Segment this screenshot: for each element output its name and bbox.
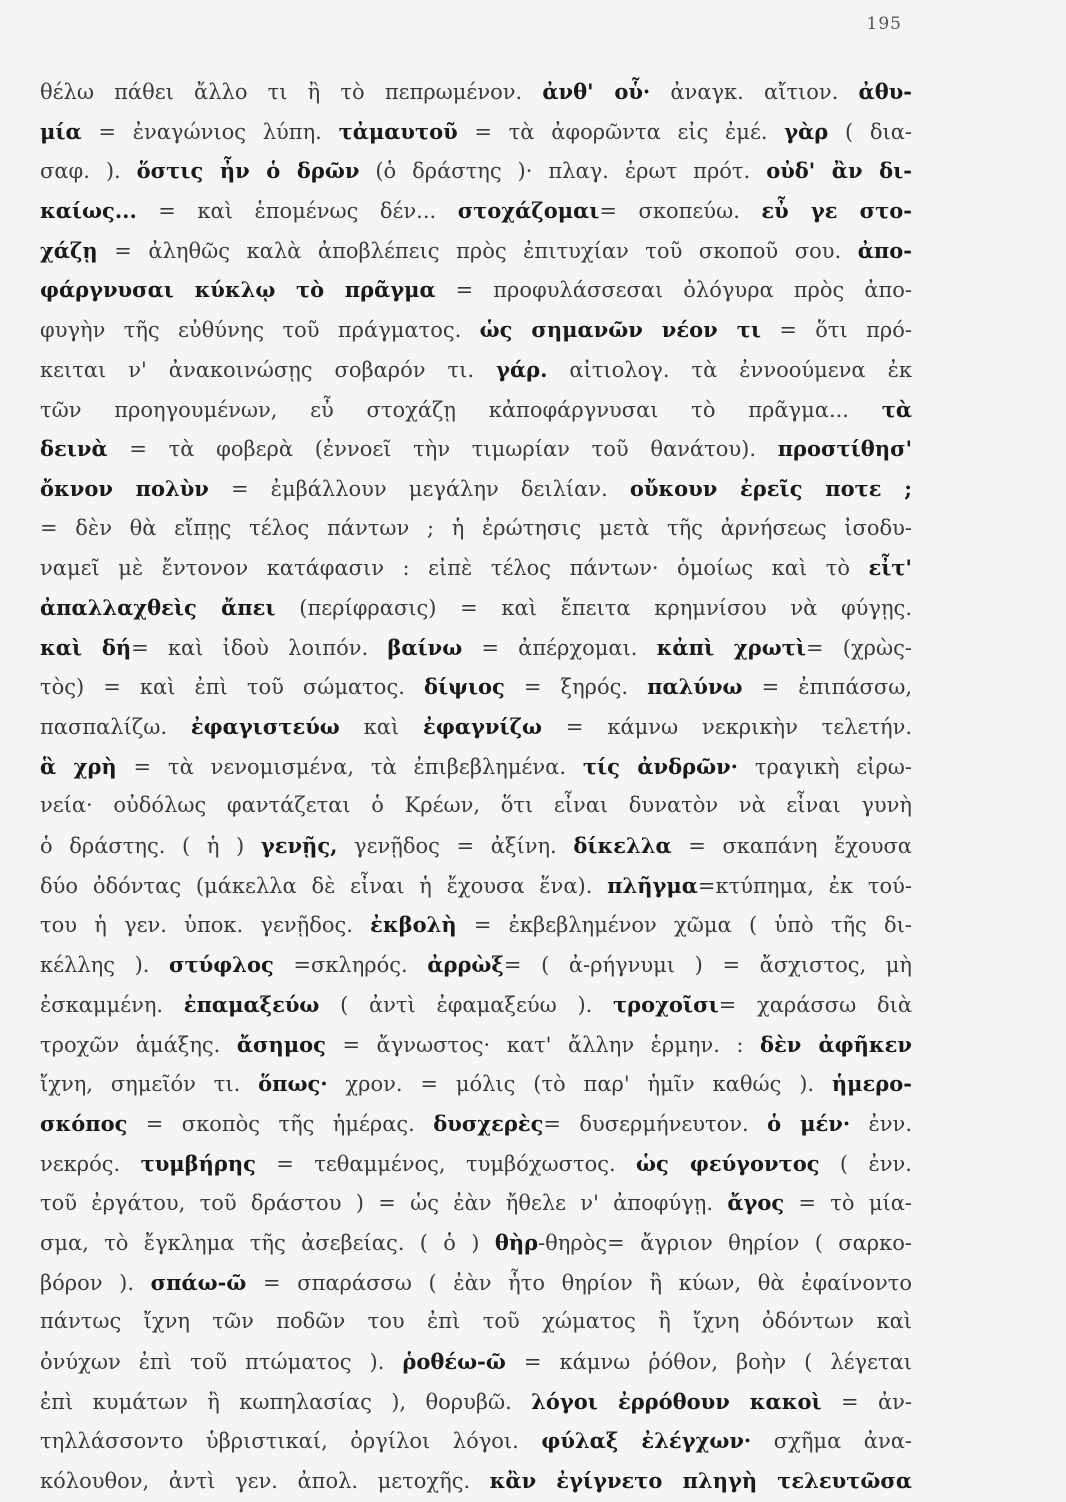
- gloss-text: τροχῶν ἁμάξης.: [40, 1032, 237, 1057]
- gloss-text: νεία· οὐδόλως φαντάζεται ὁ Κρέων, ὅτι εἶναι δυνατὸν νὰ εἶναι γυνὴ: [40, 793, 912, 818]
- lemma-term: ἀρρὼξ: [427, 952, 504, 978]
- lemma-term: γάρ.: [496, 356, 548, 382]
- text-line: [40, 72, 912, 112]
- gloss-text: = σκαπάνη ἔχουσα: [671, 834, 912, 859]
- lemma-term: τίς ἀνδρῶν·: [582, 753, 738, 779]
- gloss-text: ἐσκαμμένη.: [40, 992, 184, 1017]
- lemma-term: καὶ δή: [40, 634, 132, 660]
- gloss-text: πασπαλίζω.: [40, 715, 191, 739]
- gloss-text: κόλουθον, ἀντὶ γεν. ἀπολ. μετοχῆς.: [40, 1469, 490, 1494]
- gloss-text: ( δια-: [828, 119, 912, 144]
- gloss-text: = τεθαμμένος, τυμβόχωστος.: [255, 1151, 637, 1176]
- lemma-term: ἐφαγιστεύω: [190, 714, 340, 739]
- gloss-text: (περίφρασις) = καὶ ἔπειτα κρημνίσου νὰ φύγῃς.: [275, 595, 912, 620]
- gloss-text: = ἀληθῶς καλὰ ἀποβλέπεις πρὸς ἐπιτυχίαν τοῦ σκοποῦ σου.: [97, 238, 858, 263]
- text-line: [40, 826, 912, 866]
- gloss-text: ὁ δράστης. ( ἡ ): [40, 834, 261, 859]
- gloss-text: (ὁ δράστης )· πλαγ. ἐρωτ πρότ.: [359, 159, 767, 184]
- text-line: [40, 945, 912, 985]
- lemma-term: φάργνυσαι κύκλῳ τὸ πρᾶγμα: [40, 277, 436, 303]
- gloss-text: τραγικὴ εἰρω-: [737, 754, 912, 779]
- lemma-term: δυσχερὲς: [433, 1110, 544, 1136]
- text-line: [40, 985, 912, 1025]
- lemma-term: οὐδ' ἂν δι-: [766, 158, 912, 184]
- text-line: [40, 1421, 912, 1461]
- lemma-term: δίψιος: [423, 674, 505, 700]
- lemma-term: ὁ μέν·: [767, 1110, 851, 1136]
- text-line: [40, 1461, 912, 1501]
- lemma-term: ἐφαγνίζω: [423, 714, 543, 739]
- text-line: [40, 1342, 912, 1382]
- gloss-text: = τὰ ἀφορῶντα εἰς ἐμέ.: [457, 119, 785, 144]
- gloss-text: τὸς) = καὶ ἐπὶ τοῦ σώματος.: [40, 675, 424, 700]
- gloss-text: φυγὴν τῆς εὐθύνης τοῦ πράγματος.: [40, 318, 480, 343]
- lemma-term: στύφλος: [169, 952, 274, 978]
- gloss-text: = τὰ φοβερὰ (ἐννοεῖ τὴν τιμωρίαν τοῦ θανάτου).: [107, 437, 778, 462]
- gloss-text: αἰτιολογ. τὰ ἐννοούμενα ἐκ: [547, 357, 913, 382]
- gloss-text: ἀναγκ. αἴτιον.: [650, 80, 859, 104]
- lemma-term: ἀθυ-: [858, 79, 913, 104]
- lemma-term: καίως...: [40, 198, 137, 224]
- gloss-text: σχῆμα ἀνα-: [751, 1429, 913, 1454]
- text-line: [40, 588, 912, 628]
- lemma-term: στοχάζομαι: [457, 198, 600, 224]
- lemma-term: προστίθησ': [777, 436, 912, 462]
- text-line: [40, 231, 912, 271]
- text-line: [40, 1302, 912, 1342]
- lemma-term: φύλαξ ἐλέγχων·: [541, 1428, 752, 1454]
- lemma-term: εἶτ': [868, 555, 912, 581]
- text-line: [40, 509, 912, 549]
- gloss-text: = ἀν-: [821, 1389, 912, 1414]
- gloss-text: = σκοπεύω.: [599, 199, 762, 224]
- text-line: [40, 310, 912, 350]
- gloss-text: = σπαράσσω ( ἐὰν ἦτο θηρίον ἢ κύων, θὰ ἐφαίνοντο: [246, 1270, 912, 1295]
- gloss-text: = καὶ ἰδοὺ λοιπόν.: [131, 635, 388, 660]
- gloss-text: = ἐναγώνιος λύπη.: [81, 119, 339, 144]
- lemma-term: τυμβήρης: [140, 1150, 256, 1176]
- page-number: 195: [866, 14, 902, 34]
- gloss-text: = ὅτι πρό-: [760, 318, 912, 343]
- lemma-term: ἐπαμαξεύω: [183, 991, 320, 1017]
- text-line: [40, 866, 912, 906]
- text-line: [40, 112, 912, 152]
- gloss-text: νεκρός.: [40, 1151, 141, 1176]
- lemma-term: βαίνω: [387, 634, 463, 660]
- gloss-text: ναμεῖ μὲ ἔντονον κατάφασιν : εἰπὲ τέλος πάντων· ὁμοίως καὶ τὸ: [40, 556, 869, 581]
- gloss-text: ἴχνη, σημεῖόν τι.: [40, 1072, 259, 1097]
- lemma-term: θὴρ: [494, 1229, 539, 1255]
- gloss-text: = καὶ ἑπομένως δέν...: [136, 199, 458, 224]
- lemma-term: λόγοι ἐρρόθουν κακοὶ: [531, 1388, 822, 1414]
- lemma-term: ὅστις ἦν ὁ δρῶν: [136, 158, 360, 184]
- gloss-text: = χαράσσω διὰ: [718, 992, 912, 1017]
- gloss-text: κειται ν' ἀνακοινώσῃς σοβαρόν τι.: [40, 357, 497, 382]
- text-line: [40, 1223, 912, 1263]
- gloss-text: δύο ὀδόντας (μάκελλα δὲ εἶναι ἡ ἔχουσα ἕνα).: [40, 873, 608, 898]
- gloss-text: τοῦ ἐργάτου, τοῦ δράστου ) = ὡς ἐὰν ἤθελε ν' ἀποφύγῃ.: [40, 1191, 728, 1216]
- text-line: [40, 747, 912, 787]
- lemma-term: οὔκουν ἐρεῖς ποτε ;: [629, 475, 912, 501]
- lemma-term: ἄσημος: [236, 1031, 326, 1057]
- gloss-text: γενῇδος = ἀξίνη.: [337, 834, 574, 859]
- gloss-text: = τὰ νενομισμένα, τὰ ἐπιβεβλημένα.: [116, 754, 583, 779]
- lemma-term: τἀμαυτοῦ: [338, 118, 458, 144]
- lemma-term: σπάω-ῶ: [150, 1269, 247, 1295]
- lemma-term: δίκελλα: [573, 833, 672, 859]
- gloss-text: = ἄγνωστος· κατ' ἄλλην ἑρμην. :: [325, 1032, 760, 1057]
- gloss-text: = δυσερμήνευτον.: [543, 1111, 768, 1136]
- lemma-term: εὖ γε στο-: [761, 198, 912, 224]
- text-line: [40, 1104, 912, 1144]
- gloss-text: = ἐκβεβλημένον χῶμα ( ὑπὸ τῆς δι-: [456, 913, 912, 938]
- text-line: [40, 429, 912, 469]
- text-line: [40, 548, 912, 588]
- text-line: [40, 786, 912, 826]
- gloss-text: πάντως ἴχνη τῶν ποδῶν του ἐπὶ τοῦ χώματος ἢ ἴχνη ὀδόντων καὶ: [40, 1309, 912, 1334]
- lemma-term: γὰρ: [784, 118, 829, 144]
- text-line: [40, 1064, 912, 1104]
- gloss-text: ὀνύχων ἐπὶ τοῦ πτώματος ).: [40, 1350, 403, 1374]
- lemma-term: σκόπος: [40, 1110, 128, 1136]
- gloss-text: = ξηρός.: [504, 675, 648, 700]
- gloss-text: σμα, τὸ ἔγκλημα τῆς ἀσεβείας. ( ὁ ): [40, 1230, 495, 1255]
- text-line: [40, 1263, 912, 1303]
- gloss-text: = (χρὼς-: [805, 635, 913, 660]
- lemma-term: ἄγος: [727, 1190, 785, 1216]
- lemma-term: παλύνω: [647, 674, 743, 700]
- lemma-term: κἀπὶ χρωτὶ: [656, 634, 806, 660]
- gloss-text: θέλω πάθει ἄλλο τι ἢ τὸ πεπρωμένον.: [40, 80, 543, 104]
- gloss-text: -θηρὸς= ἄγριον θηρίον ( σαρκο-: [538, 1230, 912, 1255]
- lemma-term: ἐκβολὴ: [370, 912, 457, 938]
- lemma-term: ὡς σημανῶν νέον τι: [479, 317, 761, 343]
- gloss-text: καὶ: [339, 715, 424, 739]
- text-line: [40, 1025, 912, 1065]
- text-line: [40, 390, 912, 430]
- commentary-text-block: [40, 72, 912, 1501]
- gloss-text: = σκοπὸς τῆς ἡμέρας.: [127, 1111, 434, 1136]
- text-line: [40, 1144, 912, 1184]
- gloss-text: ἐπὶ κυμάτων ἢ κωπηλασίας ), θορυβῶ.: [40, 1389, 532, 1414]
- lemma-term: κἂν ἐγίγνετο πληγὴ τελευτῶσα: [489, 1468, 912, 1494]
- gloss-text: = τὸ μία-: [784, 1191, 912, 1216]
- gloss-text: = κάμνω ῥόθον, βοὴν ( λέγεται: [505, 1350, 913, 1374]
- text-line: [40, 628, 912, 668]
- lemma-term: δεινὰ: [40, 436, 108, 462]
- gloss-text: = ἐπιπάσσω,: [742, 675, 913, 700]
- gloss-text: =σκληρός.: [273, 953, 428, 978]
- text-line: [40, 151, 912, 191]
- gloss-text: ( ἐνν.: [819, 1151, 912, 1176]
- gloss-text: = ἐμβάλλουν μεγάλην δειλίαν.: [208, 476, 630, 501]
- lemma-term: χάζῃ: [40, 237, 98, 263]
- lemma-term: τροχοῖσι: [613, 991, 719, 1017]
- gloss-text: σαφ. ).: [40, 159, 137, 184]
- lemma-term: ὡς φεύγοντος: [636, 1150, 820, 1176]
- lemma-term: δὲν ἀφῆκεν: [760, 1031, 912, 1057]
- gloss-text: του ἡ γεν. ὑποκ. γενῇδος.: [40, 913, 371, 938]
- lemma-term: ἀπο-: [857, 237, 912, 263]
- text-line: [40, 667, 912, 707]
- gloss-text: ( ἀντὶ ἐφαμαξεύω ).: [319, 992, 614, 1017]
- lemma-term: ἃ χρὴ: [40, 753, 117, 779]
- lemma-term: ῥοθέω-ῶ: [402, 1349, 506, 1374]
- gloss-text: βόρον ).: [40, 1270, 151, 1295]
- text-line: [40, 905, 912, 945]
- lemma-term: ἡμερο-: [831, 1071, 912, 1097]
- gloss-text: = ἀπέρχομαι.: [462, 635, 657, 660]
- gloss-text: κέλλης ).: [40, 953, 170, 978]
- text-line: [40, 1183, 912, 1223]
- text-line: [40, 350, 912, 390]
- lemma-term: ἀνθ' οὗ·: [542, 79, 651, 104]
- lemma-term: ὅπως·: [258, 1071, 328, 1097]
- gloss-text: = ( ἀ-ρήγνυμι ) = ἄσχιστος, μὴ: [503, 953, 912, 978]
- text-line: [40, 707, 912, 747]
- gloss-text: χρον. = μόλις (τὸ παρ' ἡμῖν καθώς ).: [327, 1072, 832, 1097]
- gloss-text: = δὲν θὰ εἴπῃς τέλος πάντων ; ἡ ἐρώτησις μετὰ τῆς ἀρνήσεως ἰσοδυ-: [40, 515, 912, 540]
- lemma-term: ἀπαλλαχθεὶς ἄπει: [40, 594, 276, 620]
- lemma-term: τὰ: [881, 396, 912, 422]
- gloss-text: = προφυλάσσεσαι ὀλόγυρα πρὸς ἀπο-: [435, 278, 912, 303]
- text-line: [40, 270, 912, 310]
- gloss-text: τηλλάσσοντο ὑβριστικαί, ὀργίλοι λόγοι.: [40, 1429, 542, 1454]
- text-line: [40, 191, 912, 231]
- gloss-text: ἐνν.: [850, 1111, 912, 1136]
- gloss-text: = κάμνω νεκρικὴν τελετήν.: [542, 715, 913, 739]
- gloss-text: =κτύπημα, ἐκ τού-: [697, 873, 912, 898]
- lemma-term: ὄκνον πολὺν: [40, 475, 209, 501]
- lemma-term: πλῆγμα: [607, 872, 698, 898]
- gloss-text: τῶν προηγουμένων, εὖ στοχάζῃ κἀποφάργνυσαι τὸ πρᾶγμα...: [40, 397, 882, 422]
- text-line: [40, 1382, 912, 1422]
- text-line: [40, 469, 912, 509]
- lemma-term: γενῇς,: [260, 833, 338, 859]
- lemma-term: μία: [40, 118, 82, 144]
